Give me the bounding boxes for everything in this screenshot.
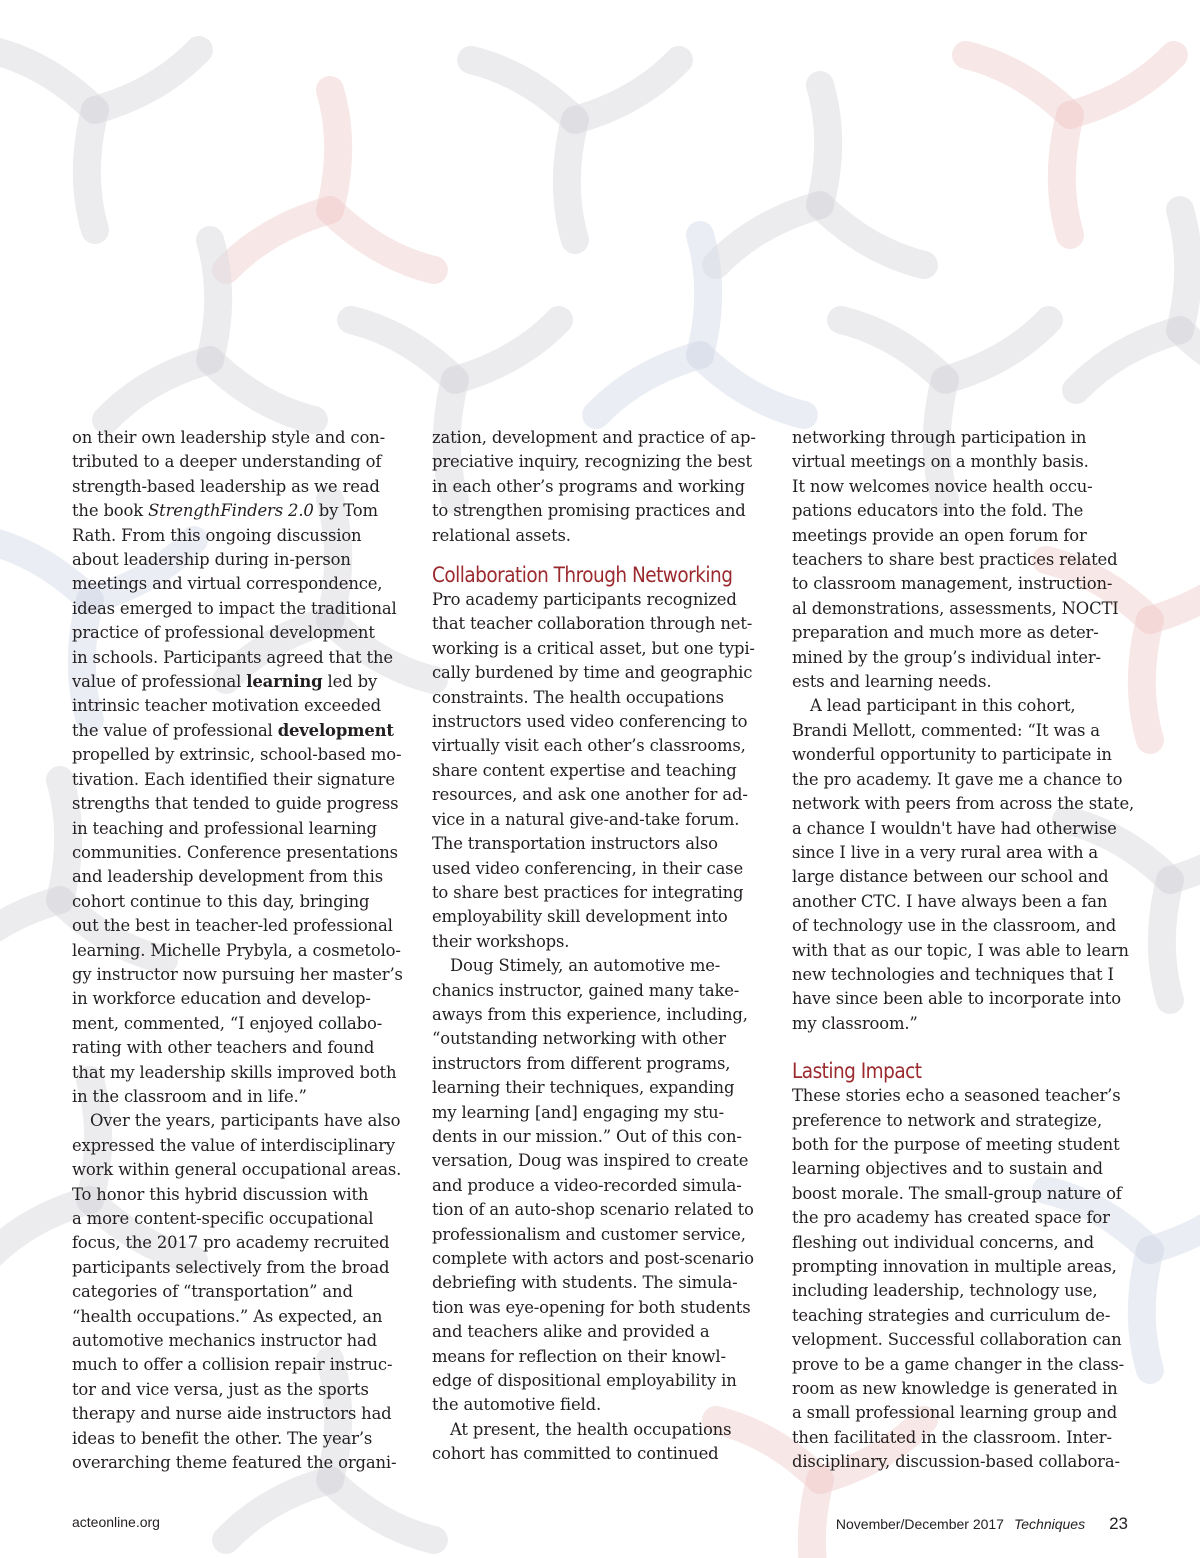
text-line: since I live in a very rural area with a: [792, 842, 1099, 862]
text-line: communities. Conference presentations: [72, 842, 398, 862]
text-line: Pro academy participants recognized: [432, 590, 737, 610]
text-line: to strengthen promising practices and: [432, 501, 746, 521]
pattern-arm: [1150, 560, 1200, 620]
text-line: used video conferencing, in their case: [432, 858, 743, 878]
pattern-arm: [966, 55, 1070, 115]
pattern-arm: [226, 210, 330, 270]
text-line: tributed to a deeper understanding of: [72, 452, 382, 472]
footer-website: acteonline.org: [72, 1514, 160, 1530]
text-line: in the classroom and in life.”: [72, 1086, 307, 1106]
text-line: a more content-specific occupational: [72, 1209, 374, 1228]
text-line: including leadership, technology use,: [792, 1281, 1098, 1301]
text-line: chanics instructor, gained many take-: [432, 980, 740, 1000]
text-line: my classroom.”: [792, 1013, 918, 1033]
text-line: then facilitated in the classroom. Inter-: [792, 1427, 1112, 1447]
text-line: Brandi Mellott, commented: “It was a: [792, 720, 1100, 740]
text-line: cohort has committed to continued: [432, 1444, 719, 1464]
text-line: focus, the 2017 pro academy recruited: [72, 1233, 390, 1253]
pattern-arm: [210, 240, 218, 360]
footer-issue-date: November/December 2017: [835, 1516, 1004, 1532]
text-line: tivation. Each identified their signature: [72, 769, 395, 789]
section-heading: Collaboration Through Networking: [432, 563, 733, 588]
pattern-arm: [945, 320, 1049, 380]
text-line: therapy and nurse aide instructors had: [72, 1404, 392, 1424]
pattern-arm: [60, 780, 68, 900]
text-line: working is a critical asset, but one typi-: [432, 638, 755, 658]
pattern-arm: [1070, 55, 1174, 115]
text-line: the book StrengthFinders 2.0 by Tom: [72, 501, 378, 521]
text-line: disciplinary, discussion-based collabora-: [792, 1452, 1120, 1472]
pattern-arm: [330, 1480, 434, 1540]
text-line: professionalism and customer service,: [432, 1224, 746, 1244]
text-line: their workshops.: [432, 931, 570, 951]
text-line: ideas emerged to impact the traditional: [72, 598, 397, 618]
pattern-arm: [1142, 1250, 1150, 1370]
pattern-arm: [330, 210, 434, 270]
pattern-arm: [210, 360, 314, 420]
paragraph: [792, 1084, 1132, 1475]
text-line: networking through participation in: [792, 428, 1087, 447]
text-line: room as new knowledge is generated in: [792, 1379, 1118, 1399]
text-line: means for reflection on their knowl-: [432, 1346, 726, 1366]
text-line: vice in a natural give-and-take forum.: [432, 809, 740, 829]
pattern-arm: [0, 50, 95, 110]
section-heading: Lasting Impact: [792, 1059, 922, 1084]
text-line: and produce a video-recorded simula-: [432, 1175, 742, 1195]
text-line: It now welcomes novice health occu-: [792, 476, 1093, 496]
paragraph: [432, 426, 772, 548]
text-line: velopment. Successful collaboration can: [792, 1330, 1122, 1350]
pattern-arm: [1180, 210, 1188, 330]
text-line: and teachers alike and provided a: [432, 1322, 710, 1342]
text-line: debriefing with students. The simula-: [432, 1273, 738, 1293]
text-line: intrinsic teacher motivation exceeded: [72, 696, 381, 716]
text-line: value of professional learning led by: [72, 672, 378, 692]
text-line: instructors from different programs,: [432, 1053, 731, 1073]
pattern-arm: [596, 355, 700, 415]
text-line: ideas to benefit the other. The year’s: [72, 1428, 373, 1448]
text-line: teaching strategies and curriculum de-: [792, 1305, 1111, 1325]
paragraph: [432, 954, 772, 1418]
text-line: the automotive field.: [432, 1395, 602, 1415]
pattern-arm: [351, 320, 455, 380]
paragraph: [432, 588, 772, 954]
text-line: A lead participant in this cohort,: [810, 696, 1076, 716]
text-line: pations educators into the fold. The: [792, 501, 1084, 521]
pattern-arm: [841, 320, 945, 380]
text-line: learning their techniques, expanding: [432, 1078, 735, 1098]
paragraph: [432, 1418, 772, 1467]
text-line: virtually visit each other’s classrooms,: [432, 736, 746, 756]
text-line: preciative inquiry, recognizing the best: [432, 452, 752, 472]
text-line: al demonstrations, assessments, NOCTI: [792, 598, 1119, 618]
text-line: a chance I wouldn't have had otherwise: [792, 818, 1117, 838]
text-line: employability skill development into: [432, 907, 728, 927]
pattern-arm: [567, 120, 575, 240]
text-line: new technologies and techniques that I: [792, 964, 1114, 984]
pattern-arm: [471, 60, 575, 120]
text-line: network with peers from across the state,: [792, 794, 1135, 814]
text-line: instructors used video conferencing to: [432, 712, 748, 732]
text-line: practice of professional development: [72, 623, 375, 643]
text-line: automotive mechanics instructor had: [72, 1331, 377, 1351]
text-line: propelled by extrinsic, school-based mo-: [72, 745, 402, 765]
text-line: tion was eye-opening for both students: [432, 1297, 751, 1317]
text-line: prompting innovation in multiple areas,: [792, 1257, 1117, 1276]
text-line: constraints. The health occupations: [432, 687, 724, 707]
pattern-arm: [455, 320, 559, 380]
text-line: preference to network and strategize,: [792, 1110, 1103, 1130]
pattern-arm: [1076, 330, 1180, 390]
text-line: “outstanding networking with other: [432, 1029, 726, 1049]
text-line: rating with other teachers and found: [72, 1038, 375, 1058]
text-line: edge of dispositional employability in: [432, 1371, 737, 1391]
text-line: teachers to share best practices related: [792, 550, 1118, 570]
text-line: tion of an auto-shop scenario related to: [432, 1200, 754, 1220]
text-line: cohort continue to this day, bringing: [72, 891, 370, 911]
text-line: in schools. Participants agreed that the: [72, 647, 393, 667]
page-number: 23: [1109, 1514, 1128, 1533]
pattern-arm: [1142, 620, 1150, 740]
pattern-arm: [716, 205, 820, 265]
text-line: aways from this experience, including,: [432, 1004, 748, 1024]
text-line: boost morale. The small-group nature of: [792, 1183, 1122, 1203]
text-line: that my leadership skills improved both: [72, 1062, 397, 1082]
article-column-2: [432, 426, 772, 1467]
pattern-arm: [330, 90, 338, 210]
text-line: a small professional learning group and: [792, 1403, 1118, 1423]
text-line: Rath. From this ongoing discussion: [72, 525, 362, 545]
text-line: categories of “transportation” and: [72, 1282, 353, 1302]
text-line: These stories echo a seasoned teacher’s: [792, 1086, 1121, 1106]
text-line: versation, Doug was inspired to create: [432, 1151, 749, 1171]
pattern-arm: [820, 85, 828, 205]
text-line: with that as our topic, I was able to learn: [792, 940, 1129, 960]
text-line: to share best practices for integrating: [432, 882, 744, 902]
text-line: “health occupations.” As expected, an: [72, 1306, 383, 1326]
text-line: relational assets.: [432, 525, 571, 545]
footer-magazine-name: Techniques: [1013, 1516, 1086, 1532]
text-line: ests and learning needs.: [792, 672, 992, 692]
text-line: participants selectively from the broad: [72, 1257, 390, 1277]
paragraph: [792, 694, 1135, 1036]
paragraph: [72, 1109, 412, 1475]
paragraph: [792, 426, 1132, 694]
text-line: have since been able to incorporate into: [792, 989, 1121, 1009]
text-line: large distance between our school and: [792, 867, 1109, 887]
text-line: the pro academy. It gave me a chance to: [792, 769, 1123, 789]
text-line: meetings provide an open forum for: [792, 525, 1087, 545]
text-line: my learning [and] engaging my stu-: [432, 1102, 724, 1122]
text-line: in teaching and professional learning: [72, 818, 377, 838]
text-line: strength-based leadership as we read: [72, 476, 380, 496]
pattern-arm: [1062, 115, 1070, 235]
pattern-arm: [700, 235, 708, 355]
text-line: prove to be a game changer in the class-: [792, 1354, 1125, 1374]
pattern-arm: [95, 50, 199, 110]
text-line: learning objectives and to sustain and: [792, 1159, 1103, 1179]
pattern-arm: [226, 1480, 330, 1540]
article-column-3: [792, 426, 1135, 1475]
text-line: The transportation instructors also: [432, 834, 718, 854]
text-line: At present, the health occupations: [450, 1419, 732, 1439]
paragraph: [72, 426, 412, 1109]
text-line: To honor this hybrid discussion with: [72, 1184, 369, 1204]
pattern-arm: [1170, 820, 1200, 880]
text-line: share content expertise and teaching: [432, 760, 737, 780]
text-line: in workforce education and develop-: [72, 989, 371, 1009]
text-line: to classroom management, instruction-: [792, 574, 1113, 594]
text-line: out the best in teacher-led professional: [72, 916, 393, 936]
text-line: Over the years, participants have also: [90, 1111, 401, 1131]
text-line: fleshing out individual concerns, and: [792, 1232, 1094, 1252]
pattern-arm: [1150, 1190, 1200, 1250]
text-line: complete with actors and post-scenario: [432, 1249, 754, 1268]
text-line: about leadership during in-person: [72, 550, 351, 570]
pattern-arm: [820, 205, 924, 265]
text-line: both for the purpose of meeting student: [792, 1134, 1120, 1154]
text-line: in each other’s programs and working: [432, 476, 745, 496]
text-line: preparation and much more as deter-: [792, 623, 1099, 643]
text-line: meetings and virtual correspondence,: [72, 574, 383, 594]
text-line: learning. Michelle Prybyla, a cosmetolo-: [72, 940, 401, 960]
pattern-arm: [575, 60, 679, 120]
text-line: expressed the value of interdisciplinary: [72, 1135, 396, 1155]
text-line: virtual meetings on a monthly basis.: [792, 452, 1089, 472]
text-line: the value of professional development: [72, 720, 394, 740]
text-line: cally burdened by time and geographic: [432, 663, 753, 683]
text-line: zation, development and practice of ap-: [432, 428, 756, 447]
text-line: wonderful opportunity to participate in: [792, 745, 1112, 765]
text-line: ment, commented, “I enjoyed collabo-: [72, 1013, 383, 1033]
text-line: the pro academy has created space for: [792, 1208, 1110, 1228]
text-line: resources, and ask one another for ad-: [432, 785, 748, 805]
text-line: on their own leadership style and con-: [72, 428, 385, 447]
text-line: that teacher collaboration through net-: [432, 614, 753, 634]
pattern-arm: [700, 355, 804, 415]
text-line: Doug Stimely, an automotive me-: [450, 956, 721, 976]
text-line: much to offer a collision repair instruc-: [72, 1355, 393, 1375]
pattern-arm: [1162, 880, 1170, 1000]
text-line: overarching theme featured the organi-: [72, 1453, 397, 1473]
text-line: work within general occupational areas.: [72, 1160, 402, 1180]
pattern-arm: [87, 110, 95, 230]
text-line: and leadership development from this: [72, 867, 383, 887]
text-line: dents in our mission.” Out of this con-: [432, 1126, 742, 1146]
text-line: another CTC. I have always been a fan: [792, 891, 1108, 911]
text-line: tor and vice versa, just as the sports: [72, 1379, 369, 1399]
text-line: gy instructor now pursuing her master’s: [72, 964, 403, 984]
pattern-arm: [0, 900, 60, 960]
text-line: of technology use in the classroom, and: [792, 916, 1117, 936]
pattern-arm: [106, 360, 210, 420]
text-line: mined by the group’s individual inter-: [792, 647, 1101, 667]
article-column-1: [72, 426, 412, 1475]
footer-issue-info: [836, 1514, 1128, 1534]
text-line: strengths that tended to guide progress: [72, 794, 399, 814]
